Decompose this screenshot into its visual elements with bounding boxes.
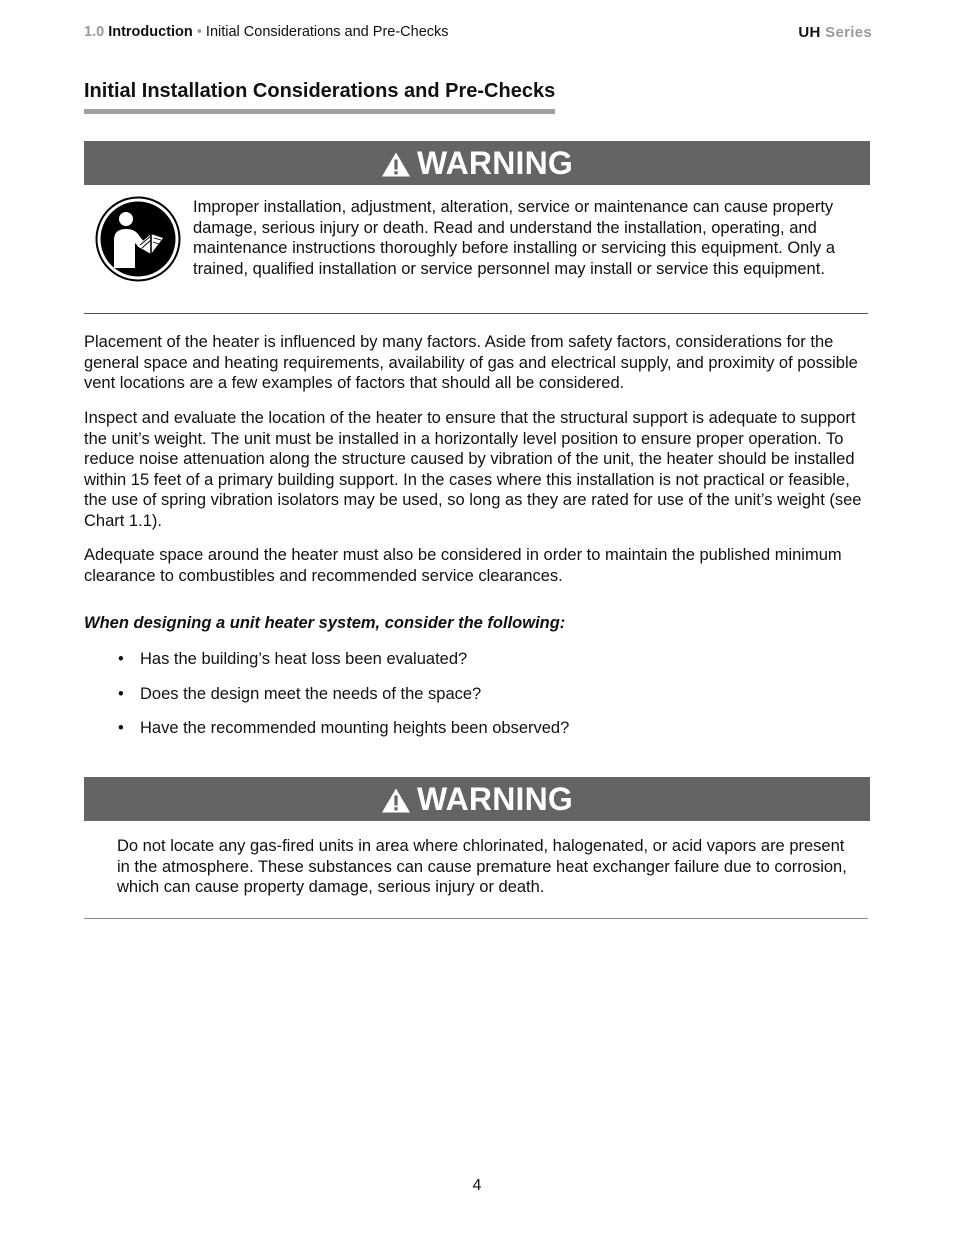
list-item-text: Have the recommended mounting heights been observed? (140, 719, 570, 737)
list-item (118, 718, 569, 738)
list-item-text: Has the building’s heat loss been evaluated? (140, 650, 468, 668)
divider (84, 313, 868, 314)
breadcrumb-separator: • (196, 24, 202, 40)
series-word: Series (825, 24, 872, 41)
list-item (118, 684, 569, 704)
divider (84, 918, 868, 919)
series-label (798, 24, 872, 41)
bullet-marker: • (118, 719, 124, 737)
list-item-text: Does the design meet the needs of the space? (140, 684, 482, 703)
warning-banner (84, 777, 870, 821)
series-prefix: UH (798, 24, 821, 41)
breadcrumb-section-number: 1.0 (84, 24, 105, 40)
bullet-marker: • (118, 650, 124, 668)
warning-triangle-icon (381, 787, 411, 814)
bullet-marker: • (118, 684, 124, 703)
body-paragraph: Inspect and evaluate the location of the heater to ensure that the structural support is adequate to support the unit’s weight. The unit must be installed in a horizontally level position to ensure proper operation. To reduce noise attenuation along the structure caused by vibration of the unit, the heater should be installed within 15 feet of a primary building support. In the cases where this installation is not practical or feasible, the use of spring vibration isolators may be used, so long as they are rated for use of the unit’s weight (see Chart 1.1). (84, 409, 862, 530)
warning-banner (84, 141, 870, 185)
warning-message: Improper installation, adjustment, alteration, service or maintenance can cause property damage, serious injury or death. Read and understand the installation, operating, and maintenance instructions thoroughly before installing or servicing this equipment. Only a trained, qualified installation or service personnel may install or service this equipment. (193, 198, 836, 278)
list-item (118, 649, 569, 669)
page-title: Initial Installation Considerations and Pre-Checks (84, 80, 555, 114)
warning-label: WARNING (416, 144, 574, 181)
design-considerations-heading: When designing a unit heater system, consider the following: (84, 614, 566, 632)
warning-triangle-icon (381, 151, 411, 178)
body-paragraph: Adequate space around the heater must also be considered in order to maintain the published minimum clearance to combustibles and recommended service clearances. (84, 546, 842, 585)
design-checklist (118, 649, 569, 753)
body-paragraph: Placement of the heater is influenced by many factors. Aside from safety factors, considerations for the general space and heating requirements, availability of gas and electrical supply, and proximity of possible vent locations are a few examples of factors that should all be considered. (84, 333, 858, 393)
breadcrumb (84, 24, 449, 40)
page-header (84, 24, 872, 44)
warning-message: Do not locate any gas-fired units in area where chlorinated, halogenated, or acid vapors are present in the atmosphere. These substances can cause premature heat exchanger failure due to corrosion, which can cause property damage, serious injury or death. (117, 837, 847, 897)
read-manual-icon (95, 196, 181, 282)
page-number: 4 (472, 1177, 482, 1194)
breadcrumb-section-name: Introduction (108, 24, 193, 40)
warning-label: WARNING (416, 780, 574, 817)
breadcrumb-subsection: Initial Considerations and Pre-Checks (205, 24, 449, 40)
